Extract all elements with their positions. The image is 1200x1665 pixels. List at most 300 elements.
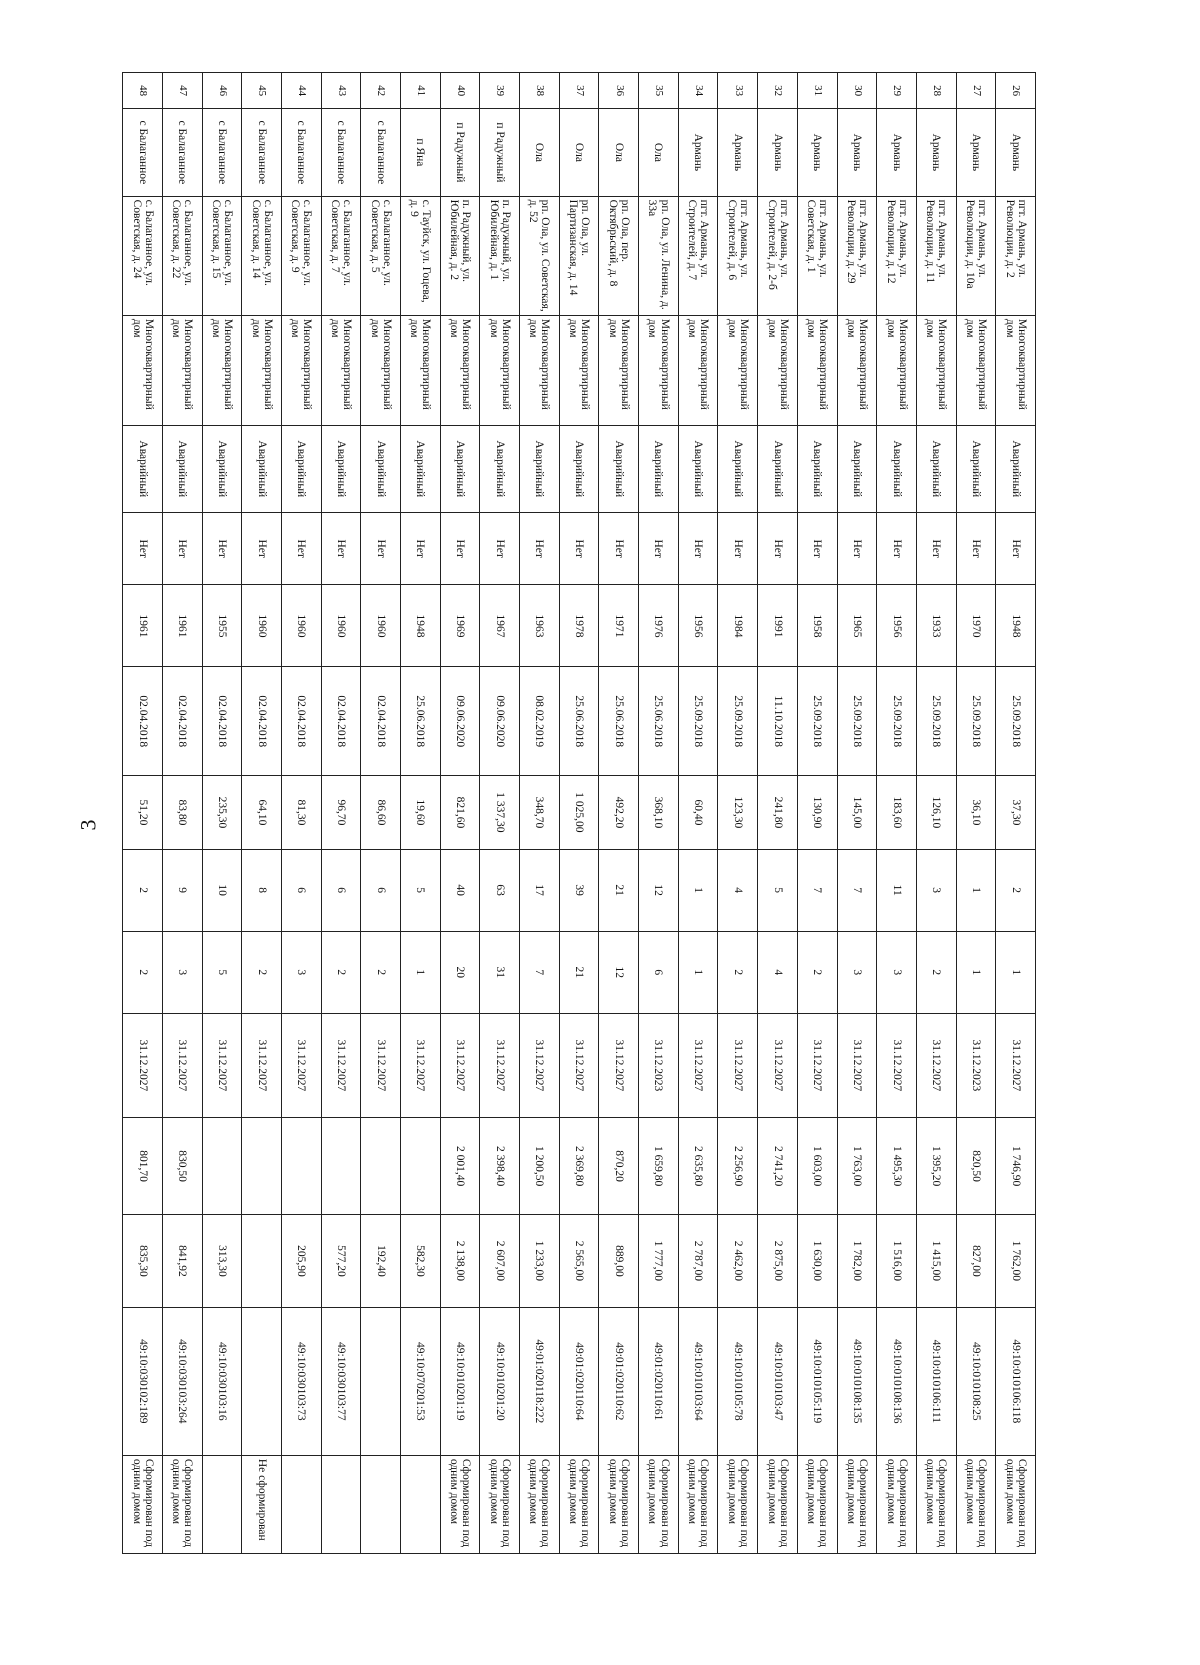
total-area-cell: 841,92 — [162, 1215, 202, 1308]
total-area-cell: 835,30 — [123, 1215, 163, 1308]
land-plot-status-cell: Сформирован под одним домом — [440, 1455, 480, 1553]
residents-count-cell: 1 — [956, 849, 996, 931]
residents-count-cell: 5 — [758, 849, 798, 931]
settlement-cell: Армань — [996, 109, 1036, 196]
cultural-heritage-cell: Нет — [639, 513, 679, 585]
settlement-cell: Ола — [559, 109, 599, 196]
cadastral-number-cell: 49:10:010103:47 — [758, 1307, 798, 1455]
row-number-cell: 30 — [837, 73, 877, 109]
recognition-date-cell: 08.02.2019 — [520, 667, 560, 776]
land-plot-status-cell — [401, 1455, 441, 1553]
table-row — [162, 73, 202, 1554]
row-number-cell: 48 — [123, 73, 163, 109]
apartments-count-cell: 2 — [321, 931, 361, 1013]
recognition-date-cell: 25.09.2018 — [797, 667, 837, 776]
building-area-cell: 1 603,00 — [797, 1118, 837, 1215]
land-plot-status-cell: Сформирован под одним домом — [758, 1455, 798, 1553]
construction-year-cell: 1978 — [559, 585, 599, 667]
apartments-count-cell: 20 — [440, 931, 480, 1013]
construction-year-cell: 1984 — [718, 585, 758, 667]
recognition-date-cell: 25.06.2018 — [559, 667, 599, 776]
condition-cell: Аварийный — [321, 425, 361, 512]
row-number-cell: 40 — [440, 73, 480, 109]
settlement-cell: Ола — [520, 109, 560, 196]
building-type-cell: Многоквартирный дом — [440, 315, 480, 425]
table-row — [202, 73, 242, 1554]
resettlement-date-cell: 31.12.2027 — [758, 1013, 798, 1117]
cultural-heritage-cell: Нет — [242, 513, 282, 585]
address-cell: п. Радужный, ул. Юбилейная, д. 1 — [480, 196, 520, 315]
address-cell: с. Балаганное, ул. Советская, д. 24 — [123, 196, 163, 315]
total-area-cell: 313,30 — [202, 1215, 242, 1308]
apartments-count-cell: 7 — [520, 931, 560, 1013]
construction-year-cell: 1960 — [321, 585, 361, 667]
address-cell: с. Балаганное, ул. Советская, д. 15 — [202, 196, 242, 315]
row-number-cell: 38 — [520, 73, 560, 109]
table-row — [321, 73, 361, 1554]
building-area-cell — [242, 1118, 282, 1215]
residents-count-cell: 63 — [480, 849, 520, 931]
building-area-cell: 2 398,40 — [480, 1118, 520, 1215]
residents-count-cell: 3 — [916, 849, 956, 931]
land-plot-status-cell — [321, 1455, 361, 1553]
resettlement-date-cell: 31.12.2027 — [996, 1013, 1036, 1117]
resettlement-date-cell: 31.12.2027 — [162, 1013, 202, 1117]
land-plot-status-cell: Сформирован под одним домом — [599, 1455, 639, 1553]
construction-year-cell: 1960 — [361, 585, 401, 667]
apartments-count-cell: 5 — [202, 931, 242, 1013]
building-area-cell: 1 763,00 — [837, 1118, 877, 1215]
cultural-heritage-cell: Нет — [678, 513, 718, 585]
total-area-cell: 192,40 — [361, 1215, 401, 1308]
resettlement-date-cell: 31.12.2023 — [639, 1013, 679, 1117]
apartments-count-cell: 1 — [401, 931, 441, 1013]
housing-registry-table — [122, 72, 1036, 1554]
address-cell: пгт. Армань, ул. Строителей, д. 2-б — [758, 196, 798, 315]
apartments-count-cell: 2 — [361, 931, 401, 1013]
condition-cell: Аварийный — [956, 425, 996, 512]
resettlement-date-cell: 31.12.2027 — [480, 1013, 520, 1117]
residents-count-cell: 11 — [877, 849, 917, 931]
recognition-date-cell: 02.04.2018 — [321, 667, 361, 776]
building-type-cell: Многоквартирный дом — [837, 315, 877, 425]
residential-area-cell: 81,30 — [281, 776, 321, 850]
total-area-cell: 2 462,00 — [718, 1215, 758, 1308]
condition-cell: Аварийный — [559, 425, 599, 512]
apartments-count-cell: 2 — [242, 931, 282, 1013]
total-area-cell — [242, 1215, 282, 1308]
residents-count-cell: 6 — [321, 849, 361, 931]
total-area-cell: 577,20 — [321, 1215, 361, 1308]
total-area-cell: 1 777,00 — [639, 1215, 679, 1308]
address-cell: с. Балаганное, ул. Советская, д. 22 — [162, 196, 202, 315]
table-row — [916, 73, 956, 1554]
cadastral-number-cell — [242, 1307, 282, 1455]
construction-year-cell: 1991 — [758, 585, 798, 667]
building-type-cell: Многоквартирный дом — [559, 315, 599, 425]
apartments-count-cell: 12 — [599, 931, 639, 1013]
cadastral-number-cell: 49:01:020118:222 — [520, 1307, 560, 1455]
table-row — [361, 73, 401, 1554]
recognition-date-cell: 25.09.2018 — [837, 667, 877, 776]
cadastral-number-cell: 49:10:030103:77 — [321, 1307, 361, 1455]
condition-cell: Аварийный — [758, 425, 798, 512]
condition-cell: Аварийный — [520, 425, 560, 512]
cultural-heritage-cell: Нет — [202, 513, 242, 585]
settlement-cell: с Балаганное — [321, 109, 361, 196]
table-row — [480, 73, 520, 1554]
recognition-date-cell: 02.04.2018 — [162, 667, 202, 776]
row-number-cell: 36 — [599, 73, 639, 109]
cadastral-number-cell: 49:10:010103:64 — [678, 1307, 718, 1455]
building-area-cell — [361, 1118, 401, 1215]
rotated-table-container — [130, 72, 1036, 1554]
land-plot-status-cell — [361, 1455, 401, 1553]
apartments-count-cell: 4 — [758, 931, 798, 1013]
residents-count-cell: 12 — [639, 849, 679, 931]
row-number-cell: 43 — [321, 73, 361, 109]
cultural-heritage-cell: Нет — [559, 513, 599, 585]
cultural-heritage-cell: Нет — [401, 513, 441, 585]
building-area-cell: 2 369,80 — [559, 1118, 599, 1215]
cadastral-number-cell: 49:10:030102:189 — [123, 1307, 163, 1455]
land-plot-status-cell: Сформирован под одним домом — [877, 1455, 917, 1553]
cultural-heritage-cell: Нет — [599, 513, 639, 585]
cultural-heritage-cell: Нет — [123, 513, 163, 585]
address-cell: рп. Ола, ул. Ленина, д. 33а — [639, 196, 679, 315]
condition-cell: Аварийный — [480, 425, 520, 512]
recognition-date-cell: 25.09.2018 — [996, 667, 1036, 776]
row-number-cell: 44 — [281, 73, 321, 109]
building-type-cell: Многоквартирный дом — [361, 315, 401, 425]
residential-area-cell: 130,90 — [797, 776, 837, 850]
residential-area-cell: 1 025,00 — [559, 776, 599, 850]
recognition-date-cell: 25.06.2018 — [639, 667, 679, 776]
address-cell: пгт. Армань, ул. Революции, д. 29 — [837, 196, 877, 315]
address-cell: пгт. Армань, ул. Революции, д. 2 — [996, 196, 1036, 315]
construction-year-cell: 1960 — [242, 585, 282, 667]
building-type-cell: Многоквартирный дом — [797, 315, 837, 425]
recognition-date-cell: 02.04.2018 — [242, 667, 282, 776]
residential-area-cell: 60,40 — [678, 776, 718, 850]
land-plot-status-cell: Сформирован под одним домом — [123, 1455, 163, 1553]
residential-area-cell: 348,70 — [520, 776, 560, 850]
settlement-cell: Армань — [837, 109, 877, 196]
land-plot-status-cell: Сформирован под одним домом — [520, 1455, 560, 1553]
building-area-cell — [281, 1118, 321, 1215]
settlement-cell: Армань — [916, 109, 956, 196]
total-area-cell: 1 630,00 — [797, 1215, 837, 1308]
construction-year-cell: 1948 — [401, 585, 441, 667]
address-cell: пгт. Армань, ул. Революции, д. 10а — [956, 196, 996, 315]
resettlement-date-cell: 31.12.2027 — [440, 1013, 480, 1117]
resettlement-date-cell: 31.12.2023 — [956, 1013, 996, 1117]
recognition-date-cell: 25.09.2018 — [877, 667, 917, 776]
cadastral-number-cell: 49:10:030103:16 — [202, 1307, 242, 1455]
construction-year-cell: 1976 — [639, 585, 679, 667]
condition-cell: Аварийный — [837, 425, 877, 512]
cadastral-number-cell: 49:10:010108:136 — [877, 1307, 917, 1455]
residents-count-cell: 17 — [520, 849, 560, 931]
condition-cell: Аварийный — [440, 425, 480, 512]
total-area-cell: 205,90 — [281, 1215, 321, 1308]
construction-year-cell: 1961 — [123, 585, 163, 667]
resettlement-date-cell: 31.12.2027 — [916, 1013, 956, 1117]
land-plot-status-cell: Сформирован под одним домом — [559, 1455, 599, 1553]
apartments-count-cell: 3 — [281, 931, 321, 1013]
resettlement-date-cell: 31.12.2027 — [877, 1013, 917, 1117]
residents-count-cell: 9 — [162, 849, 202, 931]
settlement-cell: Ола — [639, 109, 679, 196]
resettlement-date-cell: 31.12.2027 — [559, 1013, 599, 1117]
recognition-date-cell: 09.06.2020 — [480, 667, 520, 776]
construction-year-cell: 1956 — [877, 585, 917, 667]
table-row — [401, 73, 441, 1554]
land-plot-status-cell: Сформирован под одним домом — [916, 1455, 956, 1553]
cultural-heritage-cell: Нет — [361, 513, 401, 585]
residents-count-cell: 6 — [361, 849, 401, 931]
residential-area-cell: 492,20 — [599, 776, 639, 850]
resettlement-date-cell: 31.12.2027 — [520, 1013, 560, 1117]
land-plot-status-cell — [281, 1455, 321, 1553]
settlement-cell: Армань — [718, 109, 758, 196]
residential-area-cell: 145,00 — [837, 776, 877, 850]
settlement-cell: с Балаганное — [123, 109, 163, 196]
building-type-cell: Многоквартирный дом — [480, 315, 520, 425]
address-cell: рп. Ола, ул. Партизанская, д. 14 — [559, 196, 599, 315]
building-area-cell: 830,50 — [162, 1118, 202, 1215]
condition-cell: Аварийный — [242, 425, 282, 512]
building-area-cell: 1 659,80 — [639, 1118, 679, 1215]
building-type-cell: Многоквартирный дом — [281, 315, 321, 425]
construction-year-cell: 1955 — [202, 585, 242, 667]
building-type-cell: Многоквартирный дом — [639, 315, 679, 425]
apartments-count-cell: 1 — [996, 931, 1036, 1013]
cadastral-number-cell: 49:10:010201:20 — [480, 1307, 520, 1455]
construction-year-cell: 1969 — [440, 585, 480, 667]
settlement-cell: с Балаганное — [281, 109, 321, 196]
building-type-cell: Многоквартирный дом — [123, 315, 163, 425]
apartments-count-cell: 2 — [797, 931, 837, 1013]
cultural-heritage-cell: Нет — [916, 513, 956, 585]
address-cell: рп. Ола, ул. Советская, д. 52 — [520, 196, 560, 315]
building-type-cell: Многоквартирный дом — [401, 315, 441, 425]
building-type-cell: Многоквартирный дом — [321, 315, 361, 425]
settlement-cell: п Яна — [401, 109, 441, 196]
residential-area-cell: 86,60 — [361, 776, 401, 850]
total-area-cell: 582,30 — [401, 1215, 441, 1308]
cadastral-number-cell: 49:01:020110:61 — [639, 1307, 679, 1455]
residential-area-cell: 1 337,30 — [480, 776, 520, 850]
row-number-cell: 27 — [956, 73, 996, 109]
cultural-heritage-cell: Нет — [996, 513, 1036, 585]
row-number-cell: 28 — [916, 73, 956, 109]
residential-area-cell: 37,30 — [996, 776, 1036, 850]
construction-year-cell: 1956 — [678, 585, 718, 667]
recognition-date-cell: 25.09.2018 — [916, 667, 956, 776]
residential-area-cell: 19,60 — [401, 776, 441, 850]
cadastral-number-cell: 49:01:020110:64 — [559, 1307, 599, 1455]
residents-count-cell: 6 — [281, 849, 321, 931]
condition-cell: Аварийный — [797, 425, 837, 512]
condition-cell: Аварийный — [877, 425, 917, 512]
residential-area-cell: 36,10 — [956, 776, 996, 850]
address-cell: п. Радужный, ул. Юбилейная, д. 2 — [440, 196, 480, 315]
total-area-cell: 2 138,00 — [440, 1215, 480, 1308]
apartments-count-cell: 3 — [877, 931, 917, 1013]
residents-count-cell: 4 — [718, 849, 758, 931]
cadastral-number-cell: 49:10:010105:78 — [718, 1307, 758, 1455]
settlement-cell: п Радужный — [480, 109, 520, 196]
cultural-heritage-cell: Нет — [162, 513, 202, 585]
settlement-cell: Ола — [599, 109, 639, 196]
condition-cell: Аварийный — [123, 425, 163, 512]
cultural-heritage-cell: Нет — [321, 513, 361, 585]
residents-count-cell: 40 — [440, 849, 480, 931]
row-number-cell: 31 — [797, 73, 837, 109]
building-area-cell — [321, 1118, 361, 1215]
row-number-cell: 46 — [202, 73, 242, 109]
recognition-date-cell: 25.09.2018 — [678, 667, 718, 776]
resettlement-date-cell: 31.12.2027 — [281, 1013, 321, 1117]
resettlement-date-cell: 31.12.2027 — [123, 1013, 163, 1117]
apartments-count-cell: 21 — [559, 931, 599, 1013]
total-area-cell: 889,00 — [599, 1215, 639, 1308]
residents-count-cell: 8 — [242, 849, 282, 931]
total-area-cell: 2 565,00 — [559, 1215, 599, 1308]
resettlement-date-cell: 31.12.2027 — [837, 1013, 877, 1117]
settlement-cell: Армань — [758, 109, 798, 196]
cultural-heritage-cell: Нет — [520, 513, 560, 585]
cultural-heritage-cell: Нет — [877, 513, 917, 585]
recognition-date-cell: 02.04.2018 — [361, 667, 401, 776]
address-cell: с. Балаганное, ул. Советская, д. 14 — [242, 196, 282, 315]
land-plot-status-cell: Сформирован под одним домом — [837, 1455, 877, 1553]
total-area-cell: 2 875,00 — [758, 1215, 798, 1308]
table-row — [718, 73, 758, 1554]
total-area-cell: 1 516,00 — [877, 1215, 917, 1308]
apartments-count-cell: 2 — [916, 931, 956, 1013]
condition-cell: Аварийный — [996, 425, 1036, 512]
residential-area-cell: 821,60 — [440, 776, 480, 850]
building-type-cell: Многоквартирный дом — [599, 315, 639, 425]
building-area-cell: 1 200,50 — [520, 1118, 560, 1215]
resettlement-date-cell: 31.12.2027 — [361, 1013, 401, 1117]
cadastral-number-cell: 49:10:010105:119 — [797, 1307, 837, 1455]
cadastral-number-cell: 49:10:010106:111 — [916, 1307, 956, 1455]
condition-cell: Аварийный — [678, 425, 718, 512]
resettlement-date-cell: 31.12.2027 — [599, 1013, 639, 1117]
row-number-cell: 26 — [996, 73, 1036, 109]
building-area-cell: 2 001,40 — [440, 1118, 480, 1215]
table-row — [559, 73, 599, 1554]
building-type-cell: Многоквартирный дом — [956, 315, 996, 425]
building-area-cell: 2 741,20 — [758, 1118, 798, 1215]
residential-area-cell: 64,10 — [242, 776, 282, 850]
cadastral-number-cell: 49:10:030103:73 — [281, 1307, 321, 1455]
building-area-cell: 801,70 — [123, 1118, 163, 1215]
address-cell: с. Балаганное, ул. Советская, д. 9 — [281, 196, 321, 315]
apartments-count-cell: 1 — [956, 931, 996, 1013]
settlement-cell: с Балаганное — [202, 109, 242, 196]
building-type-cell: Многоквартирный дом — [678, 315, 718, 425]
settlement-cell: с Балаганное — [162, 109, 202, 196]
table-row — [837, 73, 877, 1554]
table-row — [758, 73, 798, 1554]
residential-area-cell: 126,10 — [916, 776, 956, 850]
table-row — [123, 73, 163, 1554]
construction-year-cell: 1970 — [956, 585, 996, 667]
building-type-cell: Многоквартирный дом — [718, 315, 758, 425]
row-number-cell: 34 — [678, 73, 718, 109]
resettlement-date-cell: 31.12.2027 — [797, 1013, 837, 1117]
cultural-heritage-cell: Нет — [281, 513, 321, 585]
page-number: 3 — [75, 819, 101, 831]
recognition-date-cell: 02.04.2018 — [281, 667, 321, 776]
recognition-date-cell: 09.06.2020 — [440, 667, 480, 776]
row-number-cell: 47 — [162, 73, 202, 109]
recognition-date-cell: 25.06.2018 — [401, 667, 441, 776]
building-area-cell: 870,20 — [599, 1118, 639, 1215]
recognition-date-cell: 02.04.2018 — [123, 667, 163, 776]
address-cell: рп. Ола, пер. Октябрьский, д. 8 — [599, 196, 639, 315]
residential-area-cell: 51,20 — [123, 776, 163, 850]
recognition-date-cell: 25.06.2018 — [599, 667, 639, 776]
row-number-cell: 45 — [242, 73, 282, 109]
land-plot-status-cell: Сформирован под одним домом — [639, 1455, 679, 1553]
land-plot-status-cell: Сформирован под одним домом — [718, 1455, 758, 1553]
condition-cell: Аварийный — [401, 425, 441, 512]
condition-cell: Аварийный — [639, 425, 679, 512]
condition-cell: Аварийный — [281, 425, 321, 512]
building-area-cell — [401, 1118, 441, 1215]
address-cell: с. Балаганное, ул. Советская, д. 7 — [321, 196, 361, 315]
apartments-count-cell: 1 — [678, 931, 718, 1013]
table-row — [639, 73, 679, 1554]
table-row — [281, 73, 321, 1554]
residential-area-cell: 96,70 — [321, 776, 361, 850]
total-area-cell: 2 607,00 — [480, 1215, 520, 1308]
apartments-count-cell: 6 — [639, 931, 679, 1013]
apartments-count-cell: 2 — [123, 931, 163, 1013]
building-area-cell — [202, 1118, 242, 1215]
condition-cell: Аварийный — [202, 425, 242, 512]
building-type-cell: Многоквартирный дом — [520, 315, 560, 425]
building-area-cell: 1 395,20 — [916, 1118, 956, 1215]
settlement-cell: п Радужный — [440, 109, 480, 196]
address-cell: с. Балаганное, ул. Советская, д. 5 — [361, 196, 401, 315]
residents-count-cell: 39 — [559, 849, 599, 931]
condition-cell: Аварийный — [599, 425, 639, 512]
residential-area-cell: 123,30 — [718, 776, 758, 850]
address-cell: с. Тауйск, ул. Гоцева, д. 9 — [401, 196, 441, 315]
settlement-cell: Армань — [797, 109, 837, 196]
apartments-count-cell: 2 — [718, 931, 758, 1013]
cultural-heritage-cell: Нет — [440, 513, 480, 585]
cadastral-number-cell: 49:10:010106:118 — [996, 1307, 1036, 1455]
apartments-count-cell: 3 — [162, 931, 202, 1013]
recognition-date-cell: 25.09.2018 — [718, 667, 758, 776]
address-cell: пгт. Армань, ул. Строителей, д. 6 — [718, 196, 758, 315]
land-plot-status-cell: Сформирован под одним домом — [162, 1455, 202, 1553]
cadastral-number-cell: 49:10:010108:25 — [956, 1307, 996, 1455]
residents-count-cell: 7 — [797, 849, 837, 931]
construction-year-cell: 1960 — [281, 585, 321, 667]
cultural-heritage-cell: Нет — [797, 513, 837, 585]
residential-area-cell: 241,80 — [758, 776, 798, 850]
settlement-cell: Армань — [956, 109, 996, 196]
table-row — [599, 73, 639, 1554]
